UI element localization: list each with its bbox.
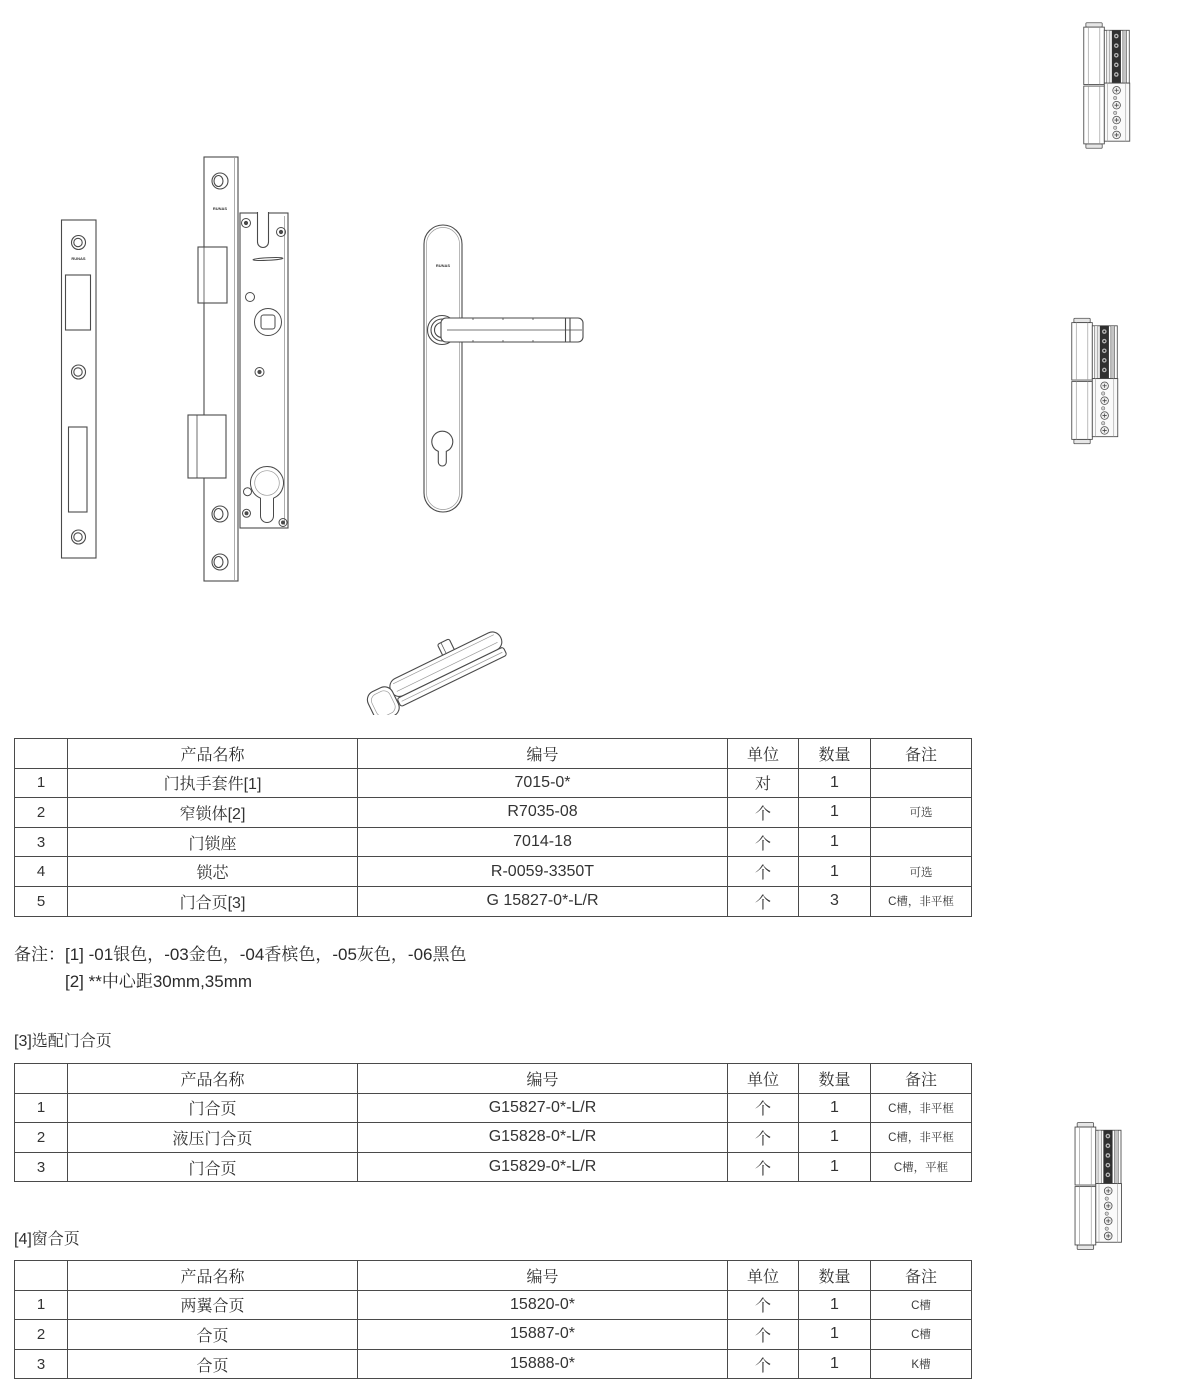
cell-remark: C槽 xyxy=(871,1290,972,1320)
cell-name: 门锁座 xyxy=(68,827,358,857)
cell-code: 15820-0* xyxy=(358,1290,728,1320)
table-header-row xyxy=(15,739,972,769)
cell-qty: 1 xyxy=(799,1152,871,1182)
cell-name: 窄锁体[2] xyxy=(68,798,358,828)
table-row xyxy=(15,857,972,887)
cell-qty: 1 xyxy=(799,1320,871,1350)
cell-qty: 1 xyxy=(799,857,871,887)
cell-no: 2 xyxy=(15,798,68,828)
header-code: 编号 xyxy=(358,739,728,769)
cell-unit: 个 xyxy=(728,1093,799,1123)
cell-code: R7035-08 xyxy=(358,798,728,828)
handle-set-drawing xyxy=(415,220,600,540)
cell-code: 7014-18 xyxy=(358,827,728,857)
cell-remark: K槽 xyxy=(871,1349,972,1379)
note-line: [1] -01银色，-03金色，-04香槟色，-05灰色，-06黑色 xyxy=(65,945,467,964)
cell-code: G15828-0*-L/R xyxy=(358,1123,728,1153)
cell-code: R-0059-3350T xyxy=(358,857,728,887)
window-hinge-table xyxy=(14,1260,972,1379)
cell-code: G 15827-0*-L/R xyxy=(358,886,728,916)
brand-logo-text: RUNAS xyxy=(212,206,228,211)
cell-unit: 个 xyxy=(728,1152,799,1182)
cell-remark: C槽，非平框 xyxy=(871,1123,972,1153)
table-row xyxy=(15,1123,972,1153)
door-hinge-drawing-1 xyxy=(1083,20,1131,151)
cell-code: 15887-0* xyxy=(358,1320,728,1350)
table-row xyxy=(15,768,972,798)
header-qty: 数量 xyxy=(799,1064,871,1094)
header-remark: 备注 xyxy=(871,739,972,769)
table-row xyxy=(15,798,972,828)
door-hinge-table xyxy=(14,1063,972,1182)
cell-unit: 对 xyxy=(728,768,799,798)
cell-no: 3 xyxy=(15,827,68,857)
header-name: 产品名称 xyxy=(68,1064,358,1094)
header-name: 产品名称 xyxy=(68,739,358,769)
cell-name: 门执手套件[1] xyxy=(68,768,358,798)
cell-unit: 个 xyxy=(728,1123,799,1153)
cell-qty: 1 xyxy=(799,1123,871,1153)
table-row xyxy=(15,1093,972,1123)
cell-remark xyxy=(871,768,972,798)
cell-remark: 可选 xyxy=(871,857,972,887)
cell-code: G15827-0*-L/R xyxy=(358,1093,728,1123)
header-qty: 数量 xyxy=(799,739,871,769)
window-hinge-section-title: [4]窗合页 xyxy=(14,1231,80,1248)
lock-body-drawing xyxy=(187,150,292,590)
cell-unit: 个 xyxy=(728,1349,799,1379)
cell-remark: C槽，非平框 xyxy=(871,1093,972,1123)
cell-qty: 1 xyxy=(799,1349,871,1379)
notes-label: 备注： xyxy=(14,945,65,964)
table-row xyxy=(15,1320,972,1350)
header-no xyxy=(15,1261,68,1291)
header-code: 编号 xyxy=(358,1261,728,1291)
cell-remark: C槽，平框 xyxy=(871,1152,972,1182)
table-row xyxy=(15,1152,972,1182)
cell-name: 门合页 xyxy=(68,1093,358,1123)
header-remark: 备注 xyxy=(871,1261,972,1291)
lock-cylinder-drawing xyxy=(365,597,520,715)
cell-code: 15888-0* xyxy=(358,1349,728,1379)
cell-qty: 1 xyxy=(799,1093,871,1123)
cell-remark xyxy=(871,827,972,857)
header-remark: 备注 xyxy=(871,1064,972,1094)
strike-plate-drawing xyxy=(58,218,98,563)
door-hinge-drawing-2 xyxy=(1071,315,1119,447)
table-row xyxy=(15,827,972,857)
cell-qty: 1 xyxy=(799,1290,871,1320)
cell-remark: C槽 xyxy=(871,1320,972,1350)
cell-name: 锁芯 xyxy=(68,857,358,887)
cell-no: 5 xyxy=(15,886,68,916)
header-qty: 数量 xyxy=(799,1261,871,1291)
header-name: 产品名称 xyxy=(68,1261,358,1291)
cell-name: 合页 xyxy=(68,1349,358,1379)
header-unit: 单位 xyxy=(728,739,799,769)
cell-unit: 个 xyxy=(728,1290,799,1320)
cell-unit: 个 xyxy=(728,827,799,857)
table-header-row xyxy=(15,1064,972,1094)
cell-qty: 1 xyxy=(799,798,871,828)
header-unit: 单位 xyxy=(728,1064,799,1094)
table-row xyxy=(15,1349,972,1379)
cell-no: 3 xyxy=(15,1152,68,1182)
brand-logo-text: RUNAS xyxy=(71,256,86,261)
header-code: 编号 xyxy=(358,1064,728,1094)
cell-qty: 1 xyxy=(799,768,871,798)
note-line: [2] **中心距30mm,35mm xyxy=(65,972,253,991)
cell-remark: 可选 xyxy=(871,798,972,828)
main-parts-table xyxy=(14,738,972,917)
window-hinge-drawing xyxy=(1072,1122,1125,1250)
cell-name: 液压门合页 xyxy=(68,1123,358,1153)
cell-remark: C槽，非平框 xyxy=(871,886,972,916)
cell-unit: 个 xyxy=(728,798,799,828)
cell-no: 1 xyxy=(15,768,68,798)
cell-unit: 个 xyxy=(728,857,799,887)
cell-name: 两翼合页 xyxy=(68,1290,358,1320)
cell-qty: 3 xyxy=(799,886,871,916)
header-unit: 单位 xyxy=(728,1261,799,1291)
cell-no: 4 xyxy=(15,857,68,887)
cell-unit: 个 xyxy=(728,886,799,916)
door-hinge-section-title: [3]选配门合页 xyxy=(14,1033,112,1050)
cell-code: 7015-0* xyxy=(358,768,728,798)
brand-logo-text: RUNAS xyxy=(435,263,451,268)
cell-name: 门合页[3] xyxy=(68,886,358,916)
table-row xyxy=(15,886,972,916)
header-no xyxy=(15,1064,68,1094)
cell-name: 合页 xyxy=(68,1320,358,1350)
table-header-row xyxy=(15,1261,972,1291)
notes-block xyxy=(14,941,466,995)
cell-name: 门合页 xyxy=(68,1152,358,1182)
table-row xyxy=(15,1290,972,1320)
cell-unit: 个 xyxy=(728,1320,799,1350)
cell-no: 1 xyxy=(15,1290,68,1320)
cell-qty: 1 xyxy=(799,827,871,857)
cell-no: 2 xyxy=(15,1320,68,1350)
header-no xyxy=(15,739,68,769)
cell-no: 3 xyxy=(15,1349,68,1379)
cell-no: 1 xyxy=(15,1093,68,1123)
cell-code: G15829-0*-L/R xyxy=(358,1152,728,1182)
cell-no: 2 xyxy=(15,1123,68,1153)
